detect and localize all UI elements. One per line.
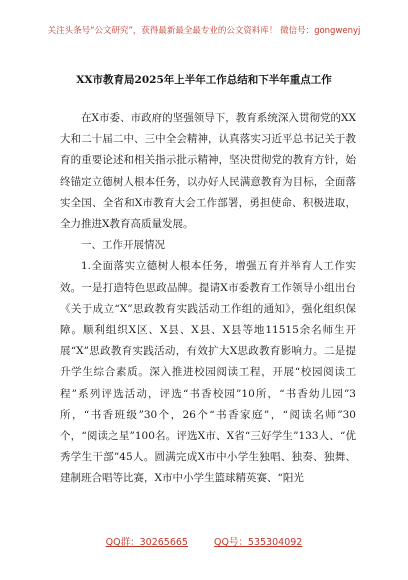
- body-paragraph: 1.全面落实立德树人根本任务，增强五育并举育人工作实效。一是打造特色思政品牌。提请X市委教育工作领导小组出台《关于成立“X”思政教育实践活动工作组的通知》，强化组织保障。顺利组织X区、X县、X县、X县等地11515余名师生开展“X”思政教育实践活动，有效扩大X思政教育影响力。二是提升学生综合素质。深入推进校园阅读工程，开展“校园阅读工程”系列评选活动，评选“书香校园”10所，“书香幼儿园”3所，“书香班级”30个，26个“书香家庭”，“阅读名师”30个，“阅读之星”100名。评选X市、X省“三好学生”133人、“优秀学生干部”45人。圆满完成X市中小学生独唱、独奏、独舞、建制班合唱等比赛，X市中小学生篮球精英赛、“阳光: [60, 260, 356, 485]
- intro-paragraph: 在X市委、市政府的坚强领导下，教育系统深入贯彻党的XX大和二十届二中、三中全会精神，认真落实习近平总书记关于教育的重要论述和相关指示批示精神，坚决贯彻党的教育方针，始终锚定立德树人根本任务，以办好人民满意教育为目标，全面落实全国、全省和X市教育大会工作部署，勇担使命、积极进取，全力推进X教育高质量发展。: [60, 112, 356, 231]
- footer-contact: [0, 534, 408, 548]
- qq-number-link[interactable]: QQ号：535304092: [213, 537, 303, 548]
- header-banner: 关注头条号“公文研究”，获得最新最全最专业的公文资料库！ 微信号：gongwenyj: [47, 26, 361, 36]
- document-body: [60, 108, 356, 490]
- section-heading: 一、工作开展情况: [81, 239, 165, 252]
- qq-group-link[interactable]: QQ群：30265665: [105, 537, 188, 548]
- document-title: XX市教育局2025年上半年工作总结和下半年重点工作: [76, 74, 332, 86]
